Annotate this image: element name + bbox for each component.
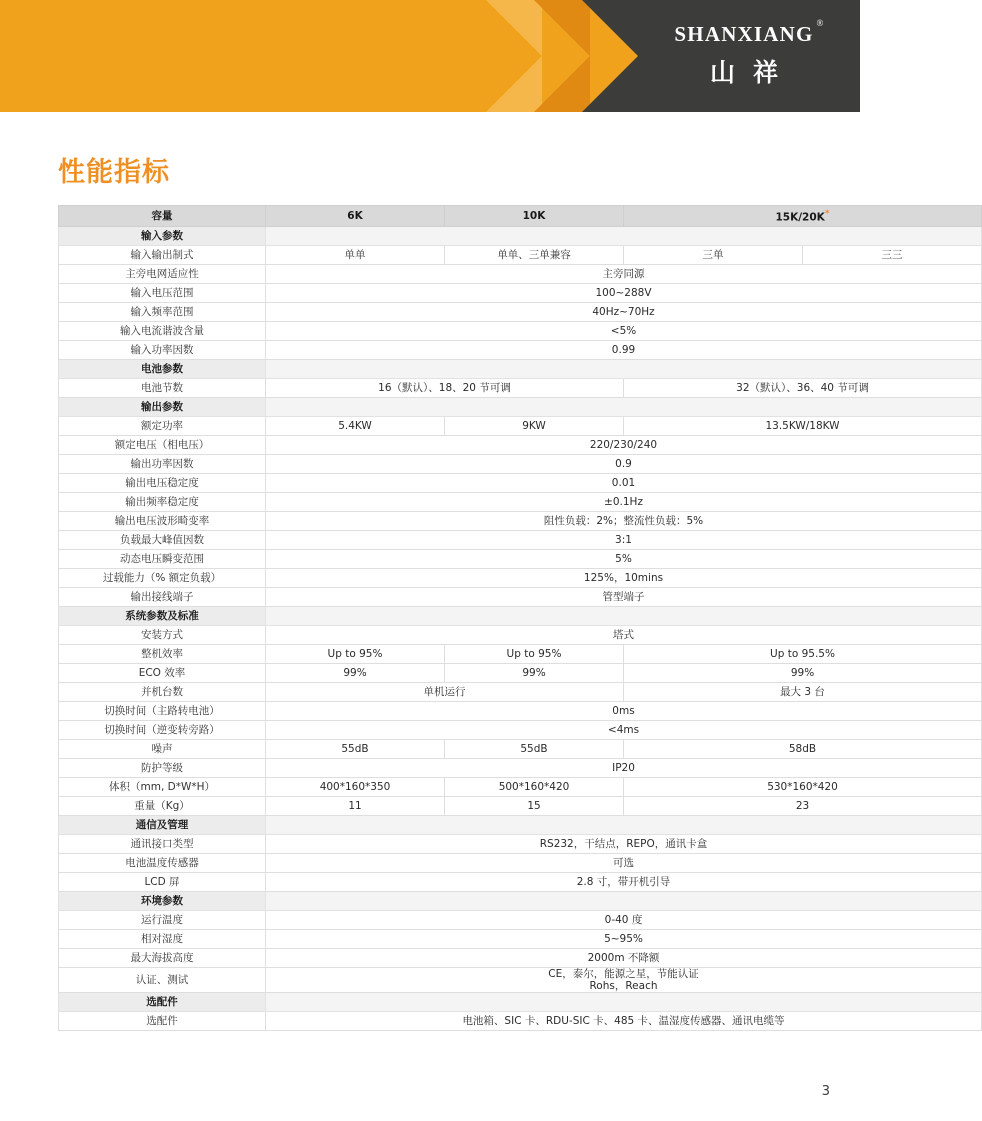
table-row (59, 303, 982, 322)
table-row (59, 968, 982, 993)
section-filler (266, 892, 982, 911)
table-row (59, 835, 982, 854)
row-value: 16（默认）、18、20 节可调 (266, 379, 624, 398)
table-row (59, 854, 982, 873)
row-label: 输入频率范围 (59, 303, 266, 322)
row-label: 安装方式 (59, 626, 266, 645)
row-value: 9KW (445, 417, 624, 436)
row-label: 并机台数 (59, 683, 266, 702)
table-row (59, 759, 982, 778)
row-value: 电池箱、SIC 卡、RDU-SIC 卡、485 卡、温湿度传感器、通讯电缆等 (266, 1012, 982, 1031)
row-value: 可选 (266, 854, 982, 873)
row-value: 0.9 (266, 455, 982, 474)
row-value: 15 (445, 797, 624, 816)
row-label: 切换时间（逆变转旁路） (59, 721, 266, 740)
row-value: 13.5KW/18KW (624, 417, 982, 436)
section-title: 系统参数及标准 (59, 607, 266, 626)
table-section-row (59, 607, 982, 626)
table-row (59, 322, 982, 341)
table-row (59, 721, 982, 740)
row-label: 认证、测试 (59, 968, 266, 993)
row-value: 单机运行 (266, 683, 624, 702)
row-value: 2.8 寸，带开机引导 (266, 873, 982, 892)
row-label: 额定功率 (59, 417, 266, 436)
table-row (59, 512, 982, 531)
header-cell-6k: 6K (266, 206, 445, 227)
row-value: 11 (266, 797, 445, 816)
row-label: 输入电流谐波含量 (59, 322, 266, 341)
row-value: 58dB (624, 740, 982, 759)
row-label: 输出频率稳定度 (59, 493, 266, 512)
row-value: 99% (266, 664, 445, 683)
page-header (0, 0, 860, 112)
table-row (59, 569, 982, 588)
section-title: 通信及管理 (59, 816, 266, 835)
section-title: 电池参数 (59, 360, 266, 379)
table-row (59, 436, 982, 455)
row-value: RS232，干结点，REPO，通讯卡盒 (266, 835, 982, 854)
table-row (59, 873, 982, 892)
row-label: 动态电压瞬变范围 (59, 550, 266, 569)
row-value: 125%，10mins (266, 569, 982, 588)
table-row (59, 417, 982, 436)
table-section-row (59, 227, 982, 246)
row-label: 输出功率因数 (59, 455, 266, 474)
row-value: 99% (624, 664, 982, 683)
row-value: 阻性负载：2%；整流性负载：5% (266, 512, 982, 531)
row-label: 电池节数 (59, 379, 266, 398)
brand-logo-latin (674, 18, 825, 47)
table-row (59, 626, 982, 645)
row-label: 噪声 (59, 740, 266, 759)
section-title: 环境参数 (59, 892, 266, 911)
row-value: IP20 (266, 759, 982, 778)
row-label: LCD 屏 (59, 873, 266, 892)
table-row (59, 341, 982, 360)
section-filler (266, 816, 982, 835)
row-label: 主旁电网适应性 (59, 265, 266, 284)
row-value: 三三 (803, 246, 982, 265)
row-value: 400*160*350 (266, 778, 445, 797)
specification-table (58, 205, 982, 1031)
table-row (59, 550, 982, 569)
row-label: 输入输出制式 (59, 246, 266, 265)
table-row (59, 379, 982, 398)
row-label: 防护等级 (59, 759, 266, 778)
row-label: 体积（mm, D*W*H） (59, 778, 266, 797)
row-value: 220/230/240 (266, 436, 982, 455)
table-row (59, 531, 982, 550)
row-value: 单单、三单兼容 (445, 246, 624, 265)
registered-mark-icon: ® (816, 18, 825, 28)
table-row (59, 778, 982, 797)
row-value: 最大 3 台 (624, 683, 982, 702)
row-value: 40Hz~70Hz (266, 303, 982, 322)
row-value: Up to 95.5% (624, 645, 982, 664)
table-section-row (59, 360, 982, 379)
row-value: 5~95% (266, 930, 982, 949)
table-row (59, 930, 982, 949)
row-label: 相对湿度 (59, 930, 266, 949)
section-filler (266, 607, 982, 626)
row-value: <5% (266, 322, 982, 341)
row-label: 通讯接口类型 (59, 835, 266, 854)
row-label: 输入功率因数 (59, 341, 266, 360)
table-row (59, 493, 982, 512)
row-value: 5% (266, 550, 982, 569)
section-filler (266, 227, 982, 246)
row-value: 55dB (445, 740, 624, 759)
header-cell-10k: 10K (445, 206, 624, 227)
header-cell-15k-20k: 15K/20K* (624, 206, 982, 227)
section-title: 输出参数 (59, 398, 266, 417)
table-row (59, 284, 982, 303)
table-row (59, 455, 982, 474)
row-value: 5.4KW (266, 417, 445, 436)
row-value: ±0.1Hz (266, 493, 982, 512)
page-number: 3 (821, 1084, 830, 1099)
row-label: 整机效率 (59, 645, 266, 664)
brand-logo-cn: 山祥 (709, 58, 796, 87)
table-row (59, 797, 982, 816)
table-section-row (59, 892, 982, 911)
table-row (59, 1012, 982, 1031)
table-header-row (59, 206, 982, 227)
section-filler (266, 398, 982, 417)
row-value: 塔式 (266, 626, 982, 645)
table-row (59, 246, 982, 265)
row-label: ECO 效率 (59, 664, 266, 683)
row-value: 530*160*420 (624, 778, 982, 797)
row-label: 过载能力（% 额定负载） (59, 569, 266, 588)
brand-logo-latin-text: SHANXIANG (674, 22, 814, 46)
table-row (59, 949, 982, 968)
chevron-decor-dark (582, 0, 638, 112)
section-filler (266, 993, 982, 1012)
table-section-row (59, 993, 982, 1012)
row-value: 99% (445, 664, 624, 683)
row-value: 主旁同源 (266, 265, 982, 284)
header-cell-capacity: 容量 (59, 206, 266, 227)
table-row (59, 645, 982, 664)
row-label: 选配件 (59, 1012, 266, 1031)
table-row (59, 664, 982, 683)
brand-logo (646, 18, 842, 89)
row-value: 23 (624, 797, 982, 816)
table-section-row (59, 398, 982, 417)
row-label: 运行温度 (59, 911, 266, 930)
row-value: 三单 (624, 246, 803, 265)
row-value: Up to 95% (266, 645, 445, 664)
table-section-row (59, 816, 982, 835)
row-value: 55dB (266, 740, 445, 759)
table-row (59, 474, 982, 493)
section-filler (266, 360, 982, 379)
row-value: <4ms (266, 721, 982, 740)
row-value: Up to 95% (445, 645, 624, 664)
table-row (59, 740, 982, 759)
row-label: 切换时间（主路转电池） (59, 702, 266, 721)
table-row (59, 683, 982, 702)
row-value: 0.01 (266, 474, 982, 493)
row-value: 管型端子 (266, 588, 982, 607)
row-value: 0-40 度 (266, 911, 982, 930)
row-label: 负载最大峰值因数 (59, 531, 266, 550)
row-label: 输出接线端子 (59, 588, 266, 607)
row-value: 2000m 不降额 (266, 949, 982, 968)
row-value: 0.99 (266, 341, 982, 360)
row-value: 100~288V (266, 284, 982, 303)
section-title: 输入参数 (59, 227, 266, 246)
table-row (59, 911, 982, 930)
footnote-star-icon: * (824, 208, 830, 219)
section-title: 选配件 (59, 993, 266, 1012)
row-value: 0ms (266, 702, 982, 721)
row-value: CE，泰尔，能源之星，节能认证 Rohs，Reach (266, 968, 982, 993)
page-title: 性能指标 (58, 157, 170, 188)
row-label: 输出电压稳定度 (59, 474, 266, 493)
row-label: 最大海拔高度 (59, 949, 266, 968)
row-label: 额定电压（相电压） (59, 436, 266, 455)
row-value: 单单 (266, 246, 445, 265)
row-value: 32（默认）、36、40 节可调 (624, 379, 982, 398)
row-label: 重量（Kg） (59, 797, 266, 816)
row-label: 输出电压波形畸变率 (59, 512, 266, 531)
row-label: 输入电压范围 (59, 284, 266, 303)
row-value: 500*160*420 (445, 778, 624, 797)
table-row (59, 702, 982, 721)
table-row (59, 265, 982, 284)
row-label: 电池温度传感器 (59, 854, 266, 873)
table-row (59, 588, 982, 607)
row-value: 3:1 (266, 531, 982, 550)
